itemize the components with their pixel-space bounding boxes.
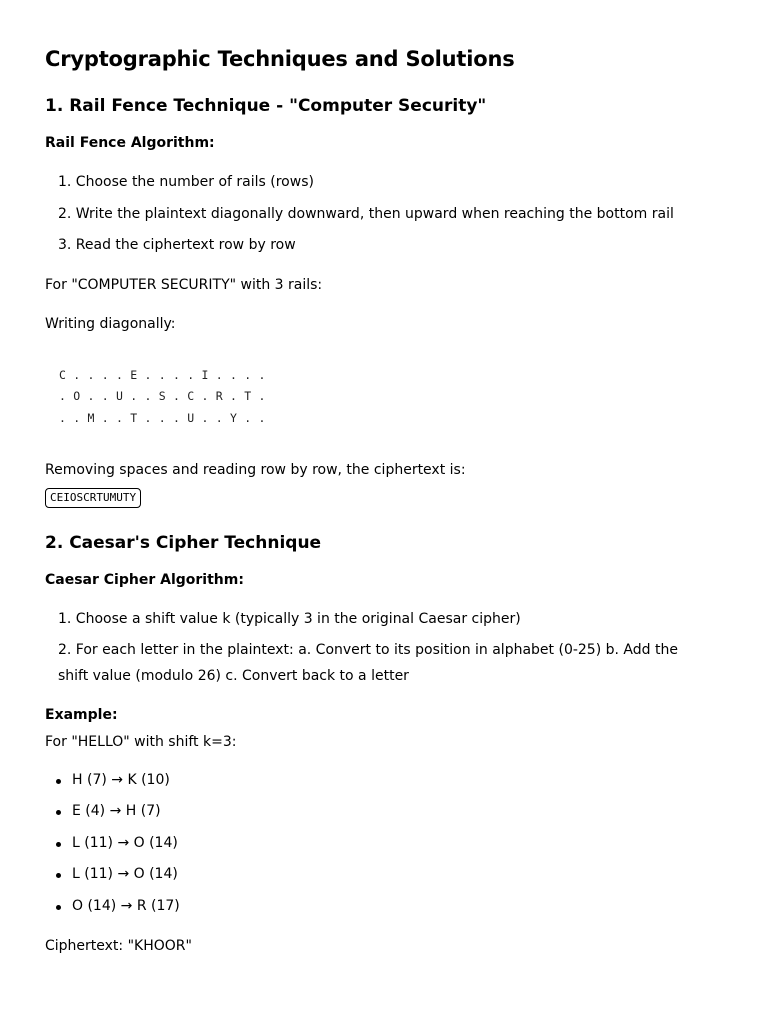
example-label: Example: <box>45 707 118 723</box>
rail-fence-algorithm-heading: Rail Fence Algorithm: <box>45 135 215 151</box>
mapping-item: E (4) → H (7) <box>72 803 161 819</box>
mapping-item: L (11) → O (14) <box>72 866 178 882</box>
section-heading-rail-fence: 1. Rail Fence Technique - "Computer Security" <box>45 96 487 116</box>
rail-fence-intro: For "COMPUTER SECURITY" with 3 rails: <box>45 277 323 293</box>
rail-fence-result-text: Removing spaces and reading row by row, the ciphertext is: <box>45 462 466 478</box>
bullet-icon <box>56 873 61 878</box>
caesar-step-1: 1. Choose a shift value k (typically 3 in the original Caesar cipher) <box>58 611 521 627</box>
writing-diagonally-label: Writing diagonally: <box>45 316 176 332</box>
bullet-icon <box>56 842 61 847</box>
rail-row-2: . O . . U . . S . C . R . T . <box>59 389 266 403</box>
rail-fence-step-1: 1. Choose the number of rails (rows) <box>58 174 314 190</box>
page-title: Cryptographic Techniques and Solutions <box>45 47 515 71</box>
bullet-icon <box>56 905 61 910</box>
rail-row-1: C . . . . E . . . . I . . . . <box>59 368 266 382</box>
caesar-step-2: 2. For each letter in the plaintext: a. Convert to its position in alphabet (0-25) b. Add the shift value (modulo 26) c. Convert back to a letter <box>58 642 678 684</box>
bullet-icon <box>56 810 61 815</box>
mapping-item: O (14) → R (17) <box>72 898 180 914</box>
caesar-ciphertext-line: Ciphertext: "KHOOR" <box>45 938 192 954</box>
caesar-algorithm-heading: Caesar Cipher Algorithm: <box>45 572 244 588</box>
rail-fence-step-2: 2. Write the plaintext diagonally downward, then upward when reaching the bottom rail <box>58 206 674 222</box>
mapping-item: L (11) → O (14) <box>72 835 178 851</box>
rail-fence-ciphertext-code: CEIOSCRTUMUTY <box>45 488 141 508</box>
bullet-icon <box>56 779 61 784</box>
section-heading-caesar: 2. Caesar's Cipher Technique <box>45 533 322 553</box>
example-intro: For "HELLO" with shift k=3: <box>45 734 237 750</box>
mapping-item: H (7) → K (10) <box>72 772 170 788</box>
rail-fence-step-3: 3. Read the ciphertext row by row <box>58 237 296 253</box>
rail-row-3: . . M . . T . . . U . . Y . . <box>59 411 266 425</box>
